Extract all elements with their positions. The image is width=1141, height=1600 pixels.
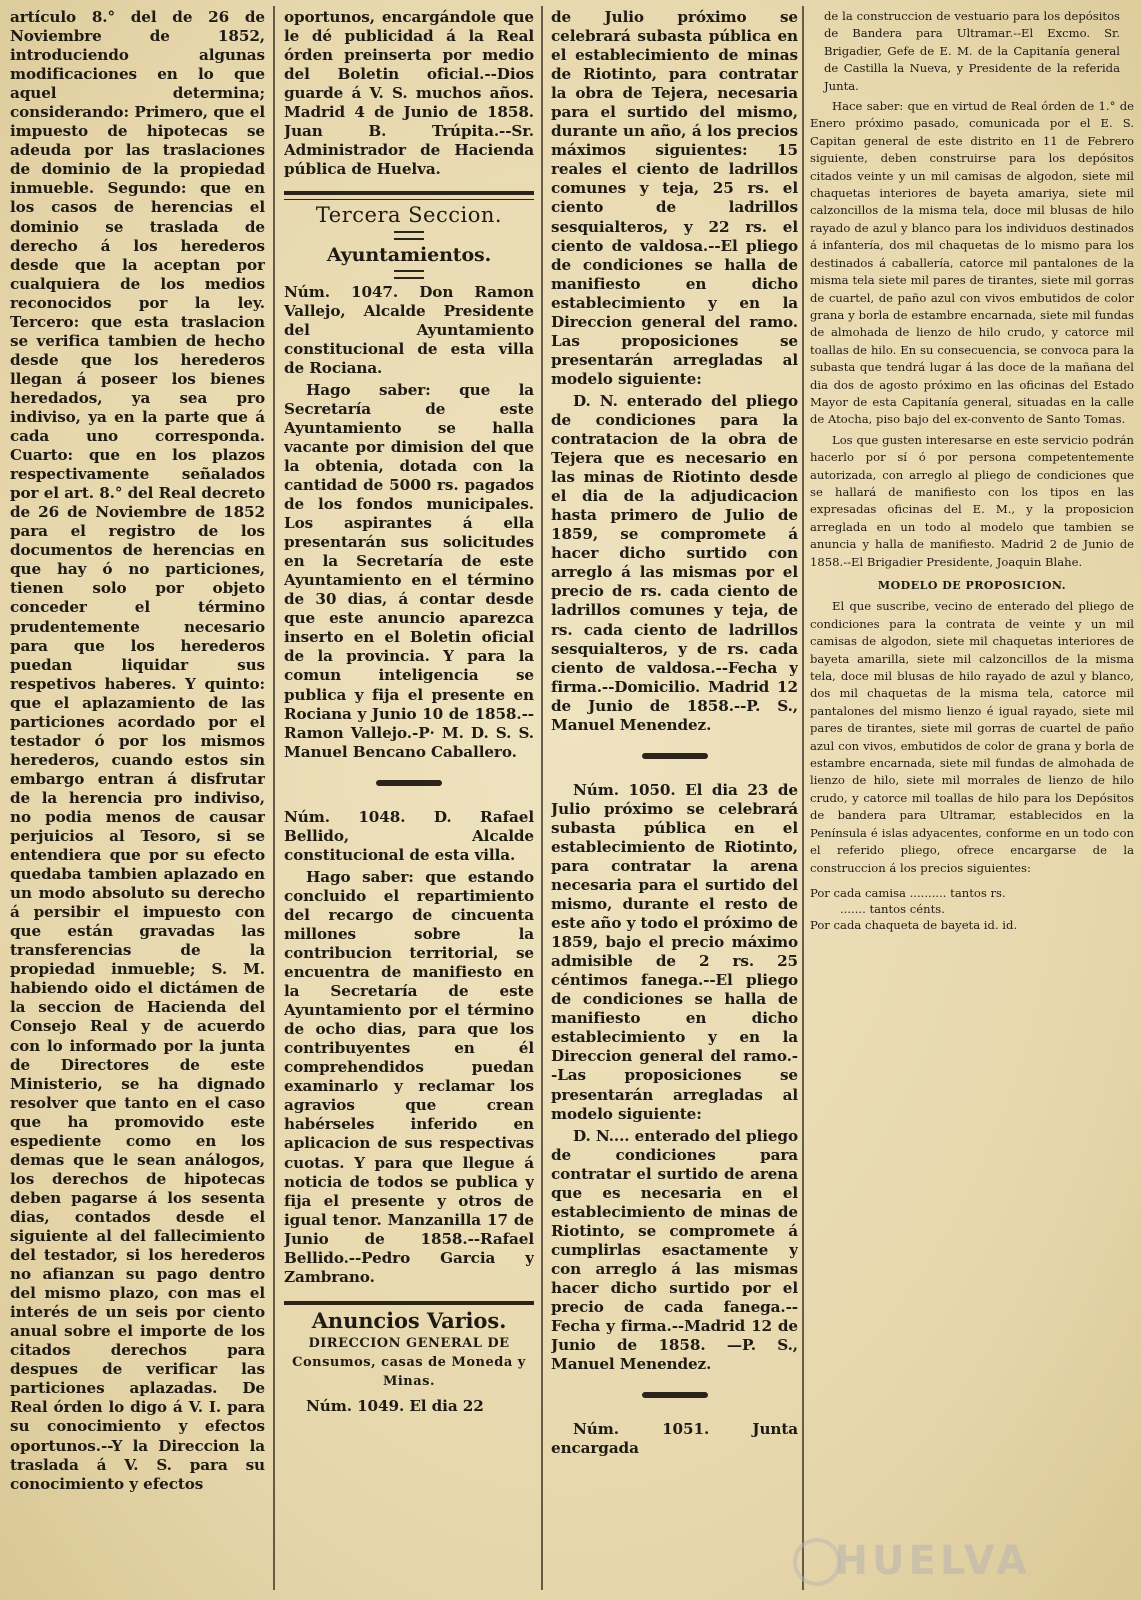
price-line: Por cada camisa .......... tantos rs. <box>810 885 1006 900</box>
modelo-heading: MODELO DE PROPOSICION. <box>877 579 1067 592</box>
notice-1050-modelo: D. N.... enterado del pliego de condiciones para contratar el surtido de arena que es necesaria en el establecimiento de minas de Riotinto, se compromete á cumplirlas esactamente y con arreglo á las mismas hacer dicho surtido por el precio de cada fanega.--Fecha y firma.--Madrid 12 de Junio de 1858. —P. S., Manuel Menendez. <box>551 1126 798 1374</box>
notice-1049-modelo: D. N. enterado del pliego de condiciones para la contratacion de la obra de Tejera que es necesario en las minas de Riotinto desde el dia de la adjudicacion hasta primero de Julio de 1859, se compromete á hacer dicho surtido con arreglo á las mismas por el precio de rs. cada ciento de ladrillos comunes y teja, de rs. cada ciento de ladrillos sesquialteros, y de rs. cada ciento de valdosa.--Fecha y firma.--Domicilio. Madrid 12 de Junio de 1858.--P. S., Manuel Menendez. <box>551 391 798 734</box>
section-rule <box>284 199 534 200</box>
royal-order-closing: oportunos, encargándole que le dé publicidad á la Real órden preinserta por medio del Boletin oficial.--Dios guarde á V. S. muchos años. Madrid 4 de Junio de 1858. Juan B. Trúpita.--Sr. Administrador de Hacienda pública de Huelva. <box>284 8 534 179</box>
notice-1049-start: Núm. 1049. El dia 22 <box>306 1396 484 1415</box>
anuncios-heading: Anuncios Varios. <box>311 1307 507 1333</box>
price-line: ....... tantos cénts. <box>840 901 945 916</box>
archive-watermark: HUELVA <box>834 1538 1031 1584</box>
notice-1050-body: Núm. 1050. El dia 23 de Julio próximo se celebrará subasta pública en el establecimiento de Riotinto, para contratar la arena necesaria para el surtido del mismo, durante el resto de este año y todo el próximo de 1859, bajo el precio máximo admisible de 2 rs. 25 céntimos fanega.--El pliego de condiciones se halla de manifiesto en dicho establecimiento y en la Direccion general del ramo.--Las proposiciones se presentarán arregladas al modelo siguiente: <box>551 780 798 1123</box>
notice-separator <box>642 753 708 759</box>
price-line: Por cada chaqueta de bayeta id. id. <box>810 917 1018 932</box>
column-divider <box>273 6 275 1590</box>
column-4 <box>810 8 1134 1592</box>
column-1 <box>10 8 265 1592</box>
junta-body-2: Los que gusten interesarse en este servicio podrán hacerlo por sí ó por persona competentemente autorizada, con arreglo al pliego de condiciones que se hallará de manifiesto con los tipos en las expresadas oficinas del E. M., y la proposicion arreglada en un todo al modelo que tambien se anuncia y halla de manifiesto. Madrid 2 de Junio de 1858.--El Brigadier Presidente, Joaquin Blahe. <box>810 432 1134 569</box>
notice-separator <box>376 780 442 786</box>
column-2 <box>284 8 534 1592</box>
modelo-body: El que suscribe, vecino de enterado del pliego de condiciones para la contrata de veinte y un mil camisas de algodon, siete mil chaquetas interiores de bayeta amarilla, siete mil calzoncillos de la misma tela, doce mil blusas de hilo rayado de azul y blanco, dos mil chaquetas de la misma tela, catorce mil pantalones del mismo lienzo é igual rayado, siete mil pares de tirantes, siete mil gorras de cuartel de paño azul con vivos, embutidos de color de grana y borla de estambre encarnada, siete mil fundas de almohada de lienzo de hilo, siete mil morrales de lienzo de hilo crudo, y catorce mil toallas de hilo para los Depósitos de bandera para Ultramar, establecidos en la Península é islas adyacentes, conforme en un todo con el referido pliego, ofrece encargarse de la construccion á los precios siguientes: <box>810 599 1134 875</box>
divider <box>394 270 424 279</box>
royal-order-text: artículo 8.° del de 26 de Noviembre de 1852, introduciendo algunas modificaciones en lo que aquel determina; considerando: Primero, que el impuesto de hipotecas se adeuda por las traslaciones de dominio de la propiedad inmueble. Segundo: que en los casos de herencias el dominio se traslada de derecho á los herederos desde que la aceptan por cualquiera de los medios reconocidos por la ley. Tercero: que esta traslacion se verifica tambien de hecho desde que los herederos llegan á poseer los bienes heredados, ya sea pro indiviso, ya en la parte que á cada uno corresponda. Cuarto: que en los plazos respectivamente señalados por el art. 8.° del Real decreto de 26 de Noviembre de 1852 para el registro de los documentos de herencias en que hay ó no particiones, tienen solo por objeto conceder el término prudentemente necesario para que los herederos puedan liquidar sus respetivos haberes. Y quinto: que el aplazamiento de las particiones acordado por el testador ó por los mismos herederos, cuando estos sin embargo entran á disfrutar de la herencia pro indiviso, no podia menos de causar perjuicios al Tesoro, si se entendiera que por su efecto quedaba tambien aplazado en un modo absoluto su derecho á persibir el impuesto con que están gravadas las transferencias de la propiedad inmueble; S. M. habiendo oido el dictámen de la seccion de Hacienda del Consejo Real y de acuerdo con lo informado por la junta de Directores de este Ministerio, se ha dignado resolver que tanto en el caso que ha promovido este espediente como en los demas que le sean análogos, los derechos de hipotecas deben pagarse á los sesenta dias, contados desde el siguiente al del fallecimiento del testador, si los herederos no afianzan su pago dentro del mismo plazo, con mas el interés de un seis por ciento anual sobre el importe de los citados derechos para despues de verificar las particiones aplazadas. De Real órden lo digo á V. I. para su conocimiento y efectos oportunos.--Y la Direccion la traslada á V. S. para su conocimiento y efectos <box>10 8 265 1493</box>
section-rule <box>284 1301 534 1305</box>
section-title: Tercera Seccion. <box>315 203 503 228</box>
notice-1051-start: Núm. 1051. Junta encargada <box>551 1420 798 1458</box>
direccion-heading: DIRECCION GENERAL DE Consumos, casas de Moneda y Minas. <box>292 1335 526 1389</box>
notice-1047-body: Hago saber: que la Secretaría de este Ayuntamiento se halla vacante por dimision del que la obtenia, dotada con la cantidad de 5000 rs. pagados de los fondos municipales. Los aspirantes á ella presentarán sus solicitudes en la Secretaría de este Ayuntamiento en el término de 30 dias, á contar desde que este anuncio aparezca inserto en el Boletin oficial de la provincia. Y para la comun inteligencia se publica y fija el presente en Rociana y Junio 10 de 1858.--Ramon Vallejo.-P· M. D. S. S. Manuel Bencano Caballero. <box>284 380 534 761</box>
ayuntamientos-heading: Ayuntamientos. <box>326 244 492 267</box>
notice-1048-heading: Núm. 1048. D. Rafael Bellido, Alcalde constitucional de esta villa. <box>284 807 534 864</box>
notice-1048-body: Hago saber: que estando concluido el repartimiento del recargo de cincuenta millones sobre la contribucion territorial, se encuentra de manifiesto en la Secretaría de este Ayuntamiento por el término de ocho dias, para que los contribuyentes en él comprehendidos puedan examinarlo y reclamar los agravios que crean habérseles inferido en aplicacion de sus respectivas cuotas. Y para que llegue á noticia de todos se publica y fija el presente y otros de igual tenor. Manzanilla 17 de Junio de 1858.--Rafael Bellido.--Pedro Garcia y Zambrano. <box>284 867 534 1286</box>
notice-separator <box>642 1392 708 1398</box>
section-rule <box>284 191 534 195</box>
notice-1049-body: de Julio próximo se celebrará subasta pública en el establecimiento de minas de Riotinto, para contratar la obra de Tejera, necesaria para el surtido del mismo, durante un año, á los precios máximos siguientes: 15 reales el ciento de ladrillos comunes y teja, 25 rs. el ciento de ladrillos sesquialteros, y 22 rs. el ciento de valdosa.--El pliego de condiciones se halla de manifiesto en dicho establecimiento y en la Direccion general del ramo. Las proposiciones se presentarán arregladas al modelo siguiente: <box>551 8 798 388</box>
column-3 <box>551 8 798 1592</box>
column-divider <box>802 6 804 1590</box>
notice-1047-heading: Núm. 1047. Don Ramon Vallejo, Alcalde Presidente del Ayuntamiento constitucional de esta villa de Rociana. <box>284 282 534 377</box>
divider <box>394 231 424 240</box>
junta-header: de la construccion de vestuario para los depósitos de Bandera para Ultramar.--El Excmo. Sr. Brigadier, Gefe de E. M. de la Capitanía general de Castilla la Nueva, y Presidente de la referida Junta. <box>824 9 1120 93</box>
column-divider <box>541 6 543 1590</box>
junta-body-1: Hace saber: que en virtud de Real órden de 1.° de Enero próximo pasado, comunicada por el E. S. Capitan general de este distrito en 11 de Febrero siguiente, deben construirse para los depósitos citados veinte y un mil camisas de algodon, siete mil chaquetas interiores de bayeta amariya, siete mil calzoncillos de la misma tela, doce mil blusas de hilo rayado de azul y blanco para los individuos destinados á infantería, dos mil chaquetas de lo mismo para los destinados á caballería, catorce mil pantalones de la misma tela siete mil pares de tirantes, siete mil gorras de cuartel, de paño azul con vivos embutidos de color grana y borla de estambre encarnada, siete mil fundas de almohada de lienzo de hilo crudo, y catorce mil toallas de hilo. En su consecuencia, se convoca para la subasta que tendrá lugar á las doce de la mañana del dia dos de agosto próximo en las oficinas del Estado Mayor de esta Capitanía general, situadas en la calle de Atocha, piso bajo del ex-convento de Santo Tomas. <box>810 99 1134 427</box>
